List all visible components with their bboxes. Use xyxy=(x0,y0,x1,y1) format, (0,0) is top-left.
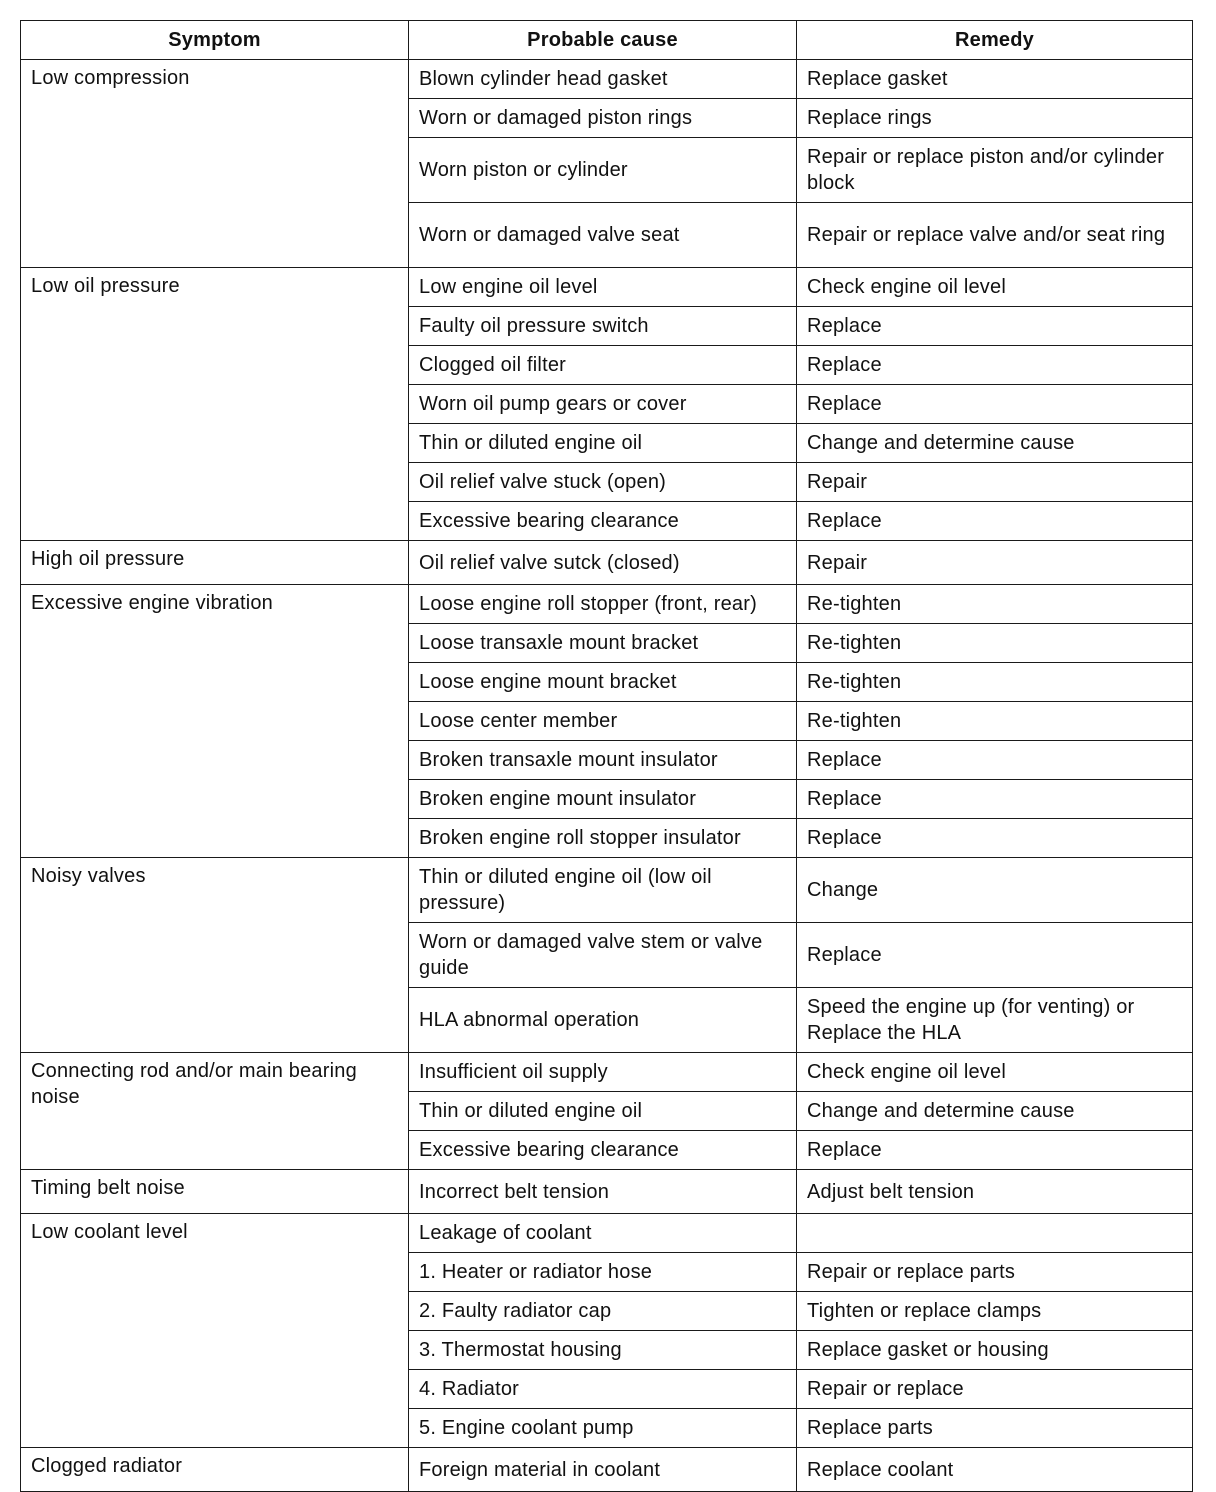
remedy-cell: Check engine oil level xyxy=(797,268,1193,307)
cause-cell: Worn or damaged valve seat xyxy=(409,203,797,268)
remedy-cell: Replace rings xyxy=(797,99,1193,138)
remedy-cell: Replace xyxy=(797,923,1193,988)
table-row xyxy=(21,1214,1193,1253)
cause-cell: Foreign material in coolant xyxy=(409,1448,797,1492)
remedy-cell: Change and determine cause xyxy=(797,1092,1193,1131)
cause-cell: Thin or diluted engine oil xyxy=(409,1092,797,1131)
remedy-cell: Replace xyxy=(797,346,1193,385)
table-row xyxy=(21,1448,1193,1492)
cause-cell: Excessive bearing clearance xyxy=(409,502,797,541)
cause-cell: Broken engine roll stopper insulator xyxy=(409,819,797,858)
cause-cell: Faulty oil pressure switch xyxy=(409,307,797,346)
remedy-cell: Replace xyxy=(797,741,1193,780)
table-row xyxy=(21,60,1193,99)
cause-cell: Blown cylinder head gasket xyxy=(409,60,797,99)
remedy-cell: Repair or replace xyxy=(797,1370,1193,1409)
remedy-cell: Replace parts xyxy=(797,1409,1193,1448)
remedy-cell: Repair or replace parts xyxy=(797,1253,1193,1292)
symptom-cell: Low coolant level xyxy=(21,1214,409,1448)
cause-cell: Loose center member xyxy=(409,702,797,741)
header-symptom: Symptom xyxy=(21,21,409,60)
cause-cell: 3. Thermostat housing xyxy=(409,1331,797,1370)
table-row xyxy=(21,1053,1193,1092)
remedy-cell: Replace xyxy=(797,385,1193,424)
header-row xyxy=(21,21,1193,60)
table-row xyxy=(21,858,1193,923)
troubleshooting-table xyxy=(20,20,1193,1492)
table-row xyxy=(21,585,1193,624)
remedy-cell: Adjust belt tension xyxy=(797,1170,1193,1214)
cause-cell: Incorrect belt tension xyxy=(409,1170,797,1214)
symptom-cell: High oil pressure xyxy=(21,541,409,585)
symptom-cell: Excessive engine vibration xyxy=(21,585,409,858)
cause-cell: HLA abnormal operation xyxy=(409,988,797,1053)
symptom-cell: Noisy valves xyxy=(21,858,409,1053)
cause-cell: Thin or diluted engine oil (low oil pressure) xyxy=(409,858,797,923)
remedy-cell: Repair xyxy=(797,541,1193,585)
symptom-cell: Connecting rod and/or main bearing noise xyxy=(21,1053,409,1170)
cause-cell: Thin or diluted engine oil xyxy=(409,424,797,463)
remedy-cell: Repair xyxy=(797,463,1193,502)
remedy-cell: Tighten or replace clamps xyxy=(797,1292,1193,1331)
cause-cell: Excessive bearing clearance xyxy=(409,1131,797,1170)
cause-cell: Broken engine mount insulator xyxy=(409,780,797,819)
cause-cell: Broken transaxle mount insulator xyxy=(409,741,797,780)
symptom-cell: Low compression xyxy=(21,60,409,268)
cause-cell: Worn oil pump gears or cover xyxy=(409,385,797,424)
remedy-cell: Repair or replace valve and/or seat ring xyxy=(797,203,1193,268)
troubleshooting-page xyxy=(20,20,1192,1492)
cause-cell: Low engine oil level xyxy=(409,268,797,307)
remedy-cell: Replace coolant xyxy=(797,1448,1193,1492)
remedy-cell: Replace xyxy=(797,307,1193,346)
remedy-cell: Change and determine cause xyxy=(797,424,1193,463)
symptom-cell: Low oil pressure xyxy=(21,268,409,541)
remedy-cell xyxy=(797,1214,1193,1253)
remedy-cell: Check engine oil level xyxy=(797,1053,1193,1092)
remedy-cell: Re-tighten xyxy=(797,702,1193,741)
cause-cell: Worn piston or cylinder xyxy=(409,138,797,203)
cause-cell: Loose engine roll stopper (front, rear) xyxy=(409,585,797,624)
table-row xyxy=(21,541,1193,585)
remedy-cell: Replace xyxy=(797,819,1193,858)
remedy-cell: Re-tighten xyxy=(797,663,1193,702)
header-remedy: Remedy xyxy=(797,21,1193,60)
remedy-cell: Speed the engine up (for venting) or Replace the HLA xyxy=(797,988,1193,1053)
cause-cell: Worn or damaged valve stem or valve guide xyxy=(409,923,797,988)
remedy-cell: Re-tighten xyxy=(797,624,1193,663)
cause-cell: 4. Radiator xyxy=(409,1370,797,1409)
cause-cell: Loose engine mount bracket xyxy=(409,663,797,702)
cause-cell: Clogged oil filter xyxy=(409,346,797,385)
cause-cell: 2. Faulty radiator cap xyxy=(409,1292,797,1331)
remedy-cell: Repair or replace piston and/or cylinder block xyxy=(797,138,1193,203)
cause-cell: Loose transaxle mount bracket xyxy=(409,624,797,663)
remedy-cell: Replace gasket or housing xyxy=(797,1331,1193,1370)
cause-cell: Leakage of coolant xyxy=(409,1214,797,1253)
remedy-cell: Replace gasket xyxy=(797,60,1193,99)
remedy-cell: Change xyxy=(797,858,1193,923)
cause-cell: Insufficient oil supply xyxy=(409,1053,797,1092)
symptom-cell: Clogged radiator xyxy=(21,1448,409,1492)
cause-cell: 1. Heater or radiator hose xyxy=(409,1253,797,1292)
header-probable-cause: Probable cause xyxy=(409,21,797,60)
remedy-cell: Replace xyxy=(797,780,1193,819)
symptom-cell: Timing belt noise xyxy=(21,1170,409,1214)
remedy-cell: Replace xyxy=(797,1131,1193,1170)
cause-cell: Oil relief valve stuck (open) xyxy=(409,463,797,502)
table-row xyxy=(21,1170,1193,1214)
remedy-cell: Replace xyxy=(797,502,1193,541)
table-row xyxy=(21,268,1193,307)
cause-cell: Oil relief valve sutck (closed) xyxy=(409,541,797,585)
remedy-cell: Re-tighten xyxy=(797,585,1193,624)
cause-cell: Worn or damaged piston rings xyxy=(409,99,797,138)
cause-cell: 5. Engine coolant pump xyxy=(409,1409,797,1448)
